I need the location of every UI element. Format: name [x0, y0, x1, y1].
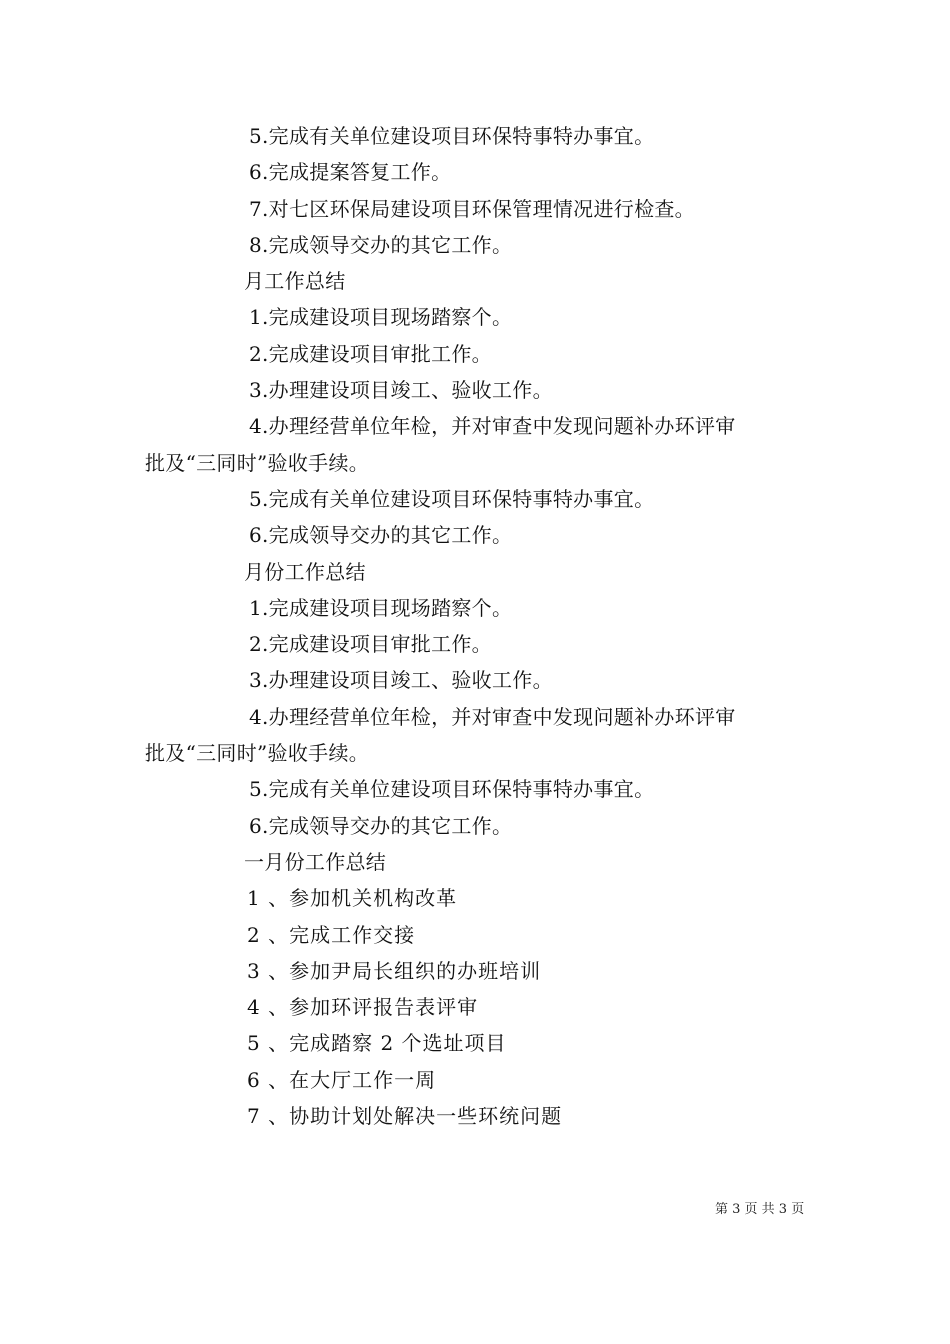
text-line: 7 、协助计划处解决一些环统问题	[247, 1104, 563, 1129]
text-line-continuation: 批及“三同时”验收手续。	[145, 741, 370, 766]
section-heading: 一月份工作总结	[244, 849, 387, 874]
text-line: 5.完成有关单位建设项目环保特事特办事宜。	[249, 486, 655, 511]
text-line: 2.完成建设项目审批工作。	[249, 632, 492, 657]
text-line: 1 、参加机关机构改革	[247, 886, 458, 911]
section-heading: 月份工作总结	[244, 559, 366, 584]
text-line: 6.完成领导交办的其它工作。	[249, 523, 513, 548]
text-line: 6.完成领导交办的其它工作。	[249, 813, 513, 838]
text-line: 4.办理经营单位年检，并对审查中发现问题补办环评审	[249, 414, 736, 439]
text-line: 3 、参加尹局长组织的办班培训	[247, 958, 542, 983]
text-line: 2.完成建设项目审批工作。	[249, 341, 492, 366]
text-line: 6 、在大厅工作一周	[247, 1067, 437, 1092]
text-line: 5.完成有关单位建设项目环保特事特办事宜。	[249, 124, 655, 148]
text-line: 3.办理建设项目竣工、验收工作。	[249, 378, 553, 403]
text-line: 4.办理经营单位年检，并对审查中发现问题补办环评审	[249, 704, 736, 729]
text-line: 5.完成有关单位建设项目环保特事特办事宜。	[249, 777, 655, 802]
text-line: 2 、完成工作交接	[247, 922, 416, 947]
text-line: 5 、完成踏察 2 个选址项目	[247, 1031, 507, 1056]
document-body	[0, 118, 950, 1134]
text-line: 3.办理建设项目竣工、验收工作。	[249, 668, 553, 693]
text-line: 4 、参加环评报告表评审	[247, 995, 479, 1020]
page-number-footer: 第 3 页 共 3 页	[715, 1202, 805, 1217]
text-line: 6.完成提案答复工作。	[249, 160, 452, 185]
text-line: 1.完成建设项目现场踏察个。	[249, 305, 513, 330]
text-line: 7.对七区环保局建设项目环保管理情况进行检查。	[249, 196, 695, 221]
text-line-continuation: 批及“三同时”验收手续。	[145, 450, 370, 475]
section-heading: 月工作总结	[244, 269, 346, 294]
text-line: 8.完成领导交办的其它工作。	[249, 232, 513, 257]
text-line: 1.完成建设项目现场踏察个。	[249, 595, 513, 620]
